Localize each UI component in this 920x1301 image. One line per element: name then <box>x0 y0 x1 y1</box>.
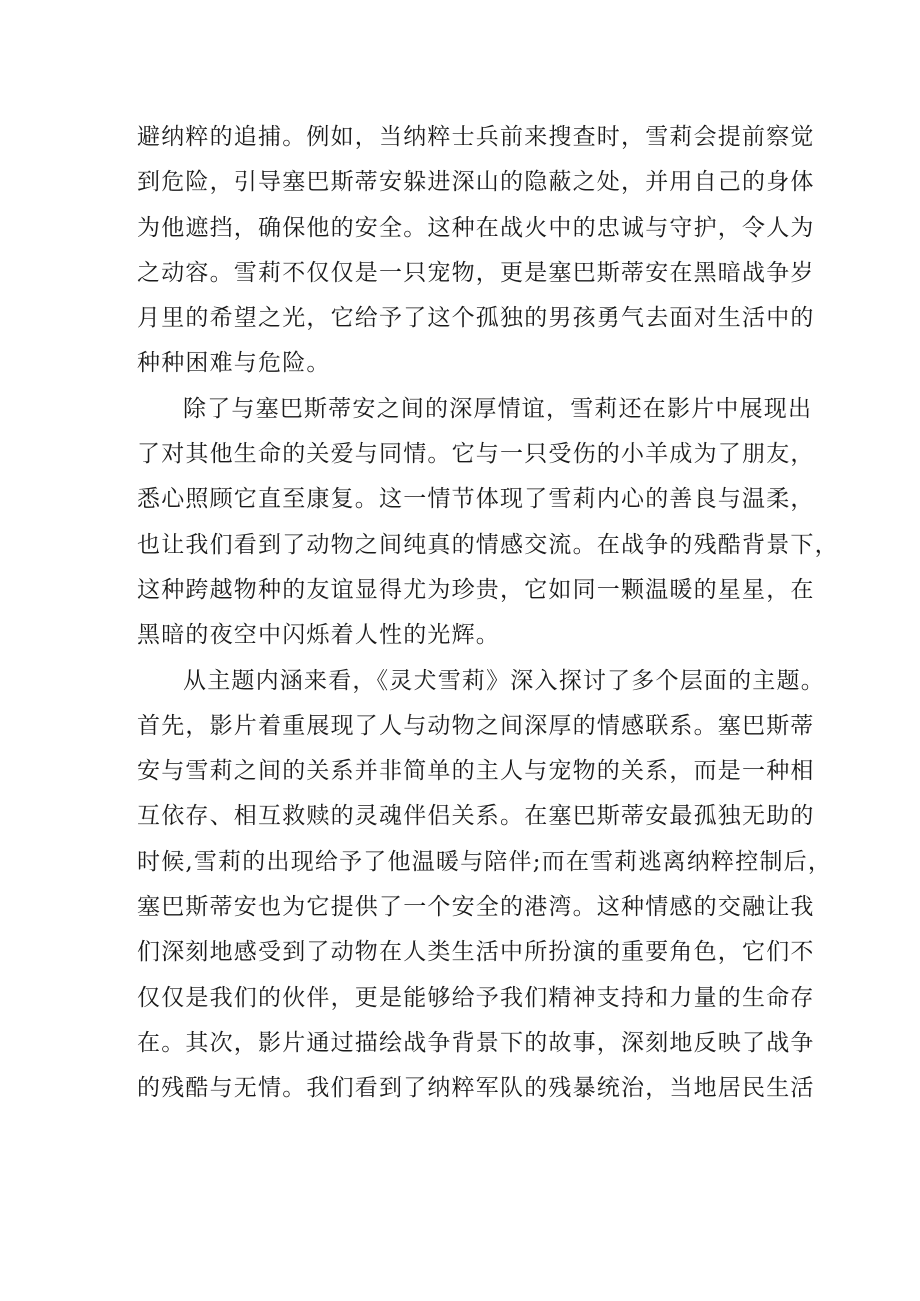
text-line: 避纳粹的追捕。例如，当纳粹士兵前来搜查时，雪莉会提前察觉 <box>137 124 815 150</box>
text-line: 了对其他生命的关爱与同情。它与一只受伤的小羊成为了朋友， <box>137 441 815 468</box>
text-line: 塞巴斯蒂安也为它提供了一个安全的港湾。这种情感的交融让我 <box>137 894 815 921</box>
paragraph-2 <box>137 387 839 659</box>
text-line: 时候,雪莉的出现给予了他温暖与陪伴;而在雪莉逃离纳粹控制后， <box>137 848 833 875</box>
text-line: 的残酷与无情。我们看到了纳粹军队的残暴统治，当地居民生活 <box>137 1075 815 1102</box>
paragraph-1 <box>137 115 815 387</box>
text-line: 之动容。雪莉不仅仅是一只宠物，更是塞巴斯蒂安在黑暗战争岁 <box>137 259 815 286</box>
text-line: 在。其次，影片通过描绘战争背景下的故事，深刻地反映了战争 <box>137 1029 815 1056</box>
text-line: 这种跨越物种的友谊显得尤为珍贵，它如同一颗温暖的星星，在 <box>137 576 815 603</box>
text-line: 互依存、相互救赎的灵魂伴侣关系。在塞巴斯蒂安最孤独无助的 <box>137 803 815 830</box>
text-line: 也让我们看到了动物之间纯真的情感交流。在战争的残酷背景下， <box>137 531 839 558</box>
text-line: 仅仅是我们的伙伴，更是能够给予我们精神支持和力量的生命存 <box>137 984 815 1011</box>
text-line: 月里的希望之光，它给予了这个孤独的男孩勇气去面对生活中的 <box>137 305 815 332</box>
text-line: 首先，影片着重展现了人与动物之间深厚的情感联系。塞巴斯蒂 <box>137 712 815 739</box>
paragraph-3 <box>137 659 833 1112</box>
text-line: 到危险，引导塞巴斯蒂安躲进深山的隐蔽之处，并用自己的身体 <box>137 169 815 196</box>
text-line: 悉心照顾它直至康复。这一情节体现了雪莉内心的善良与温柔， <box>137 486 815 513</box>
text-line: 种种困难与危险。 <box>137 350 331 377</box>
text-line: 黑暗的夜空中闪烁着人性的光辉。 <box>137 622 500 649</box>
text-line: 除了与塞巴斯蒂安之间的深厚情谊，雪莉还在影片中展现出 <box>183 395 813 422</box>
text-line: 安与雪莉之间的关系并非简单的主人与宠物的关系，而是一种相 <box>137 758 815 785</box>
text-line: 为他遮挡，确保他的安全。这种在战火中的忠诚与守护，令人为 <box>137 214 815 241</box>
text-line: 们深刻地感受到了动物在人类生活中所扮演的重要角色，它们不 <box>137 939 815 966</box>
body-text <box>137 115 839 1112</box>
text-line: 从主题内涵来看，《灵犬雪莉》深入探讨了多个层面的主题。 <box>183 667 825 694</box>
